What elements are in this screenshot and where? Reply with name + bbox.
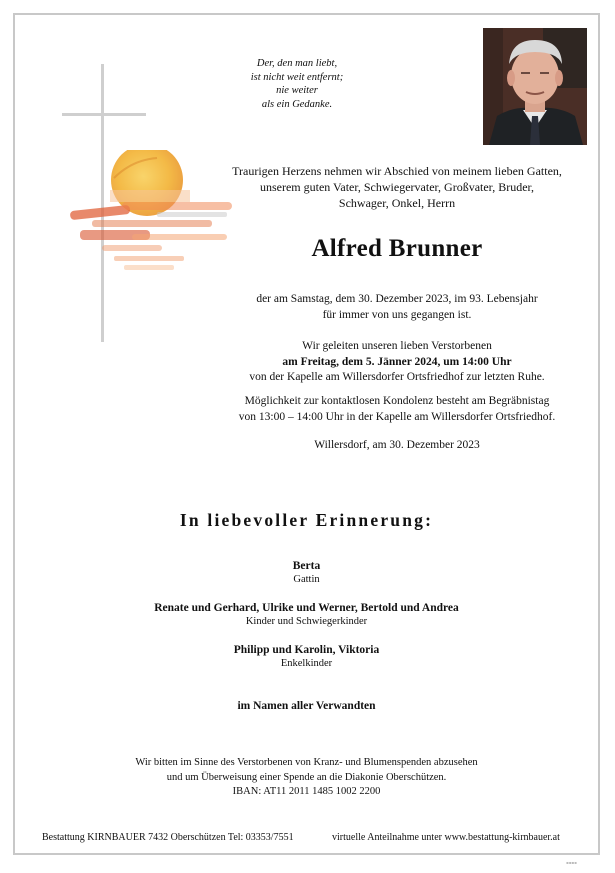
mourner-names: Philipp und Karolin, Viktoria (233, 644, 380, 656)
mourner-role: Gattin (293, 574, 320, 585)
place-date: Willersdorf, am 30. Dezember 2023 (314, 439, 480, 451)
donation-line: und um Überweisung einer Spende an die Diakonie Oberschützen. (166, 771, 447, 783)
intro-line: Traurigen Herzens nehmen wir Abschied von meinem lieben Gatten, (232, 164, 562, 178)
website-link[interactable]: virtuelle Anteilnahme unter www.bestattung-kirnbauer.at (332, 832, 560, 843)
deceased-name: Alfred Brunner (311, 235, 483, 262)
mourner-role: Enkelkinder (280, 658, 333, 669)
quote-line: ist nicht weit entfernt; (250, 71, 344, 83)
mourner-role: Kinder und Schwiegerkinder (245, 616, 368, 627)
quote-line: als ein Gedanke. (261, 98, 333, 110)
death-notice-line: für immer von uns gegangen ist. (322, 308, 472, 321)
iban: IBAN: AT11 2011 1485 1002 2200 (232, 786, 381, 797)
intro-text (212, 163, 582, 211)
funeral-line: von der Kapelle am Willersdorfer Ortsfriedhof zur letzten Ruhe. (249, 371, 545, 383)
footer (42, 832, 582, 844)
quote-line: nie weiter (276, 85, 318, 96)
undertaker-info: Bestattung KIRNBAUER 7432 Oberschützen Tel: 03353/7551 (42, 832, 294, 843)
mourner-group (13, 643, 600, 671)
condolence-line: Möglichkeit zur kontaktlosen Kondolenz besteht am Begräbnistag (244, 395, 550, 407)
mourner-names: Renate und Gerhard, Ulrike und Werner, Bertold und Andrea (154, 602, 459, 614)
relatives-line: im Namen aller Verwandten (237, 700, 376, 712)
quote-line: Der, den man liebt, (256, 58, 338, 69)
memorial-quote (222, 57, 372, 111)
mourner-group (13, 601, 600, 629)
funeral-date: am Freitag, dem 5. Jänner 2024, um 14:00 Uhr (282, 355, 512, 368)
death-notice-line: der am Samstag, dem 30. Dezember 2023, im 93. Lebensjahr (256, 293, 538, 305)
donation-note (13, 756, 600, 800)
condolence-line: von 13:00 – 14:00 Uhr in der Kapelle am Willersdorfer Ortsfriedhof. (238, 410, 556, 423)
donation-line: Wir bitten im Sinne des Verstorbenen von Kranz- und Blumenspenden abzusehen (135, 757, 478, 768)
intro-line: Schwager, Onkel, Herrn (338, 196, 456, 210)
death-notice (205, 292, 589, 323)
condolence-info (205, 394, 589, 425)
funeral-line: Wir geleiten unseren lieben Verstorbenen (302, 340, 492, 352)
mourner-names: Berta (292, 560, 321, 572)
funeral-info (205, 339, 589, 386)
portrait-photo (483, 28, 587, 145)
mourner-group (13, 559, 600, 587)
intro-line: unserem guten Vater, Schwiegervater, Großvater, Bruder, (259, 180, 535, 194)
print-mark: ▪▪▪▪ (566, 860, 577, 865)
memory-heading: In liebevoller Erinnerung: (179, 510, 434, 530)
